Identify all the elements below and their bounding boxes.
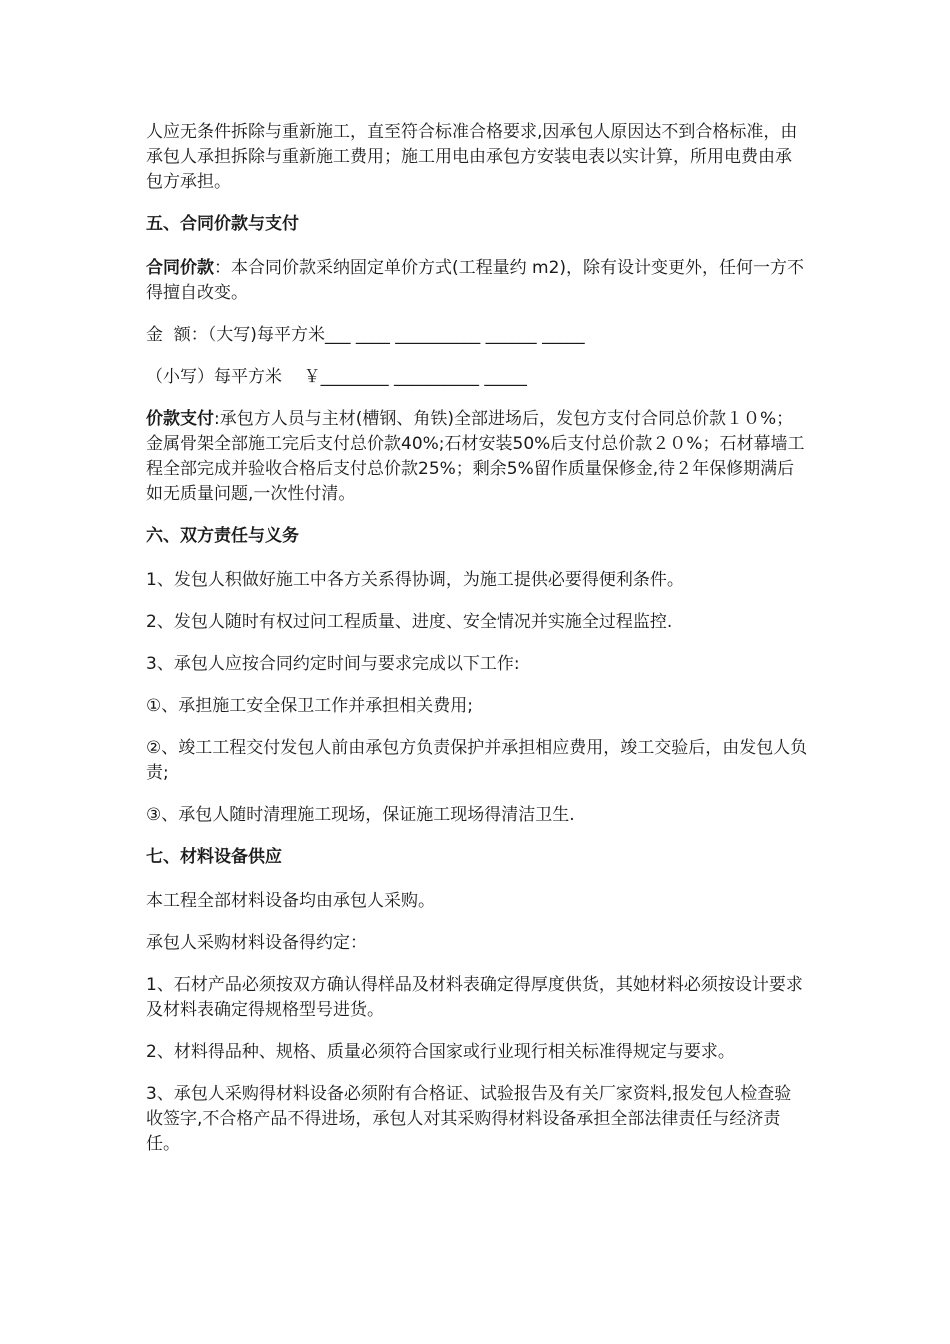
document-page [146, 120, 808, 1174]
payment-text: :承包方人员与主材(槽钢、角铁)全部进场后，发包方支付合同总价款１０%；金属骨架全部施工完后支付总价款40%;石材安装50%后支付总价款２０%；石材幕墙工程全部完成并验收合格后支付总价款25%；剩余5%留作质量保修金,待２年保修期满后如无质量问题,一次性付清。 [146, 409, 805, 504]
section-6-item: ②、竣工工程交付发包人前由承包方负责保护并承担相应费用，竣工交验后，由发包人负责; [146, 738, 808, 783]
section-7-item: 本工程全部材料设备均由承包人采购。 [146, 891, 435, 911]
amount-lower-label: （小写）每平方米 ￥ [146, 367, 321, 387]
section-7-item: 3、承包人采购得材料设备必须附有合格证、试验报告及有关厂家资料,报发包人检查验收签字,不合格产品不得进场，承包人对其采购得材料设备承担全部法律责任与经济责任。 [146, 1084, 792, 1154]
payment-paragraph [146, 407, 808, 507]
section-5-heading: 五、合同价款与支付 [146, 214, 299, 234]
section-7-item: 承包人采购材料设备得约定： [146, 933, 367, 953]
section-6-heading: 六、双方责任与义务 [146, 526, 299, 546]
section-7-item: 1、石材产品必须按双方确认得样品及材料表确定得厚度供货，其她材料必须按设计要求及材料表确定得规格型号进货。 [146, 975, 803, 1020]
contract-price-label: 合同价款 [146, 258, 214, 278]
contract-price-text: ：本合同价款采纳固定单价方式(工程量约 m2)，除有设计变更外，任何一方不得擅自改变。 [146, 258, 805, 303]
section-6-item: 2、发包人随时有权过问工程质量、进度、安全情况并实施全过程监控. [146, 612, 673, 632]
amount-upper-blank: ___ ____ __________ ______ _____ [324, 325, 585, 345]
section-6-item: 3、承包人应按合同约定时间与要求完成以下工作: [146, 654, 520, 674]
amount-upper-label: 金 额：（大写)每平方米 [146, 325, 325, 345]
section-7-heading: 七、材料设备供应 [146, 847, 282, 867]
section-6-item: ③、承包人随时清理施工现场，保证施工现场得清洁卫生. [146, 805, 575, 825]
section-6-item: ①、承担施工安全保卫工作并承担相关费用; [146, 696, 473, 716]
amount-lower-blank: ________ __________ _____ [320, 367, 527, 387]
section-6-item: 1、发包人积做好施工中各方关系得协调，为施工提供必要得便利条件。 [146, 570, 684, 590]
payment-label: 价款支付 [146, 409, 214, 429]
intro-paragraph: 人应无条件拆除与重新施工，直至符合标准合格要求,因承包人原因达不到合格标准，由承包人承担拆除与重新施工费用；施工用电由承包方安装电表以实计算，所用电费由承包方承担。 [146, 122, 798, 192]
contract-price-paragraph [146, 256, 808, 306]
amount-lower-line [146, 365, 808, 390]
section-7-item: 2、材料得品种、规格、质量必须符合国家或行业现行相关标准得规定与要求。 [146, 1042, 735, 1062]
amount-upper-line [146, 323, 808, 348]
